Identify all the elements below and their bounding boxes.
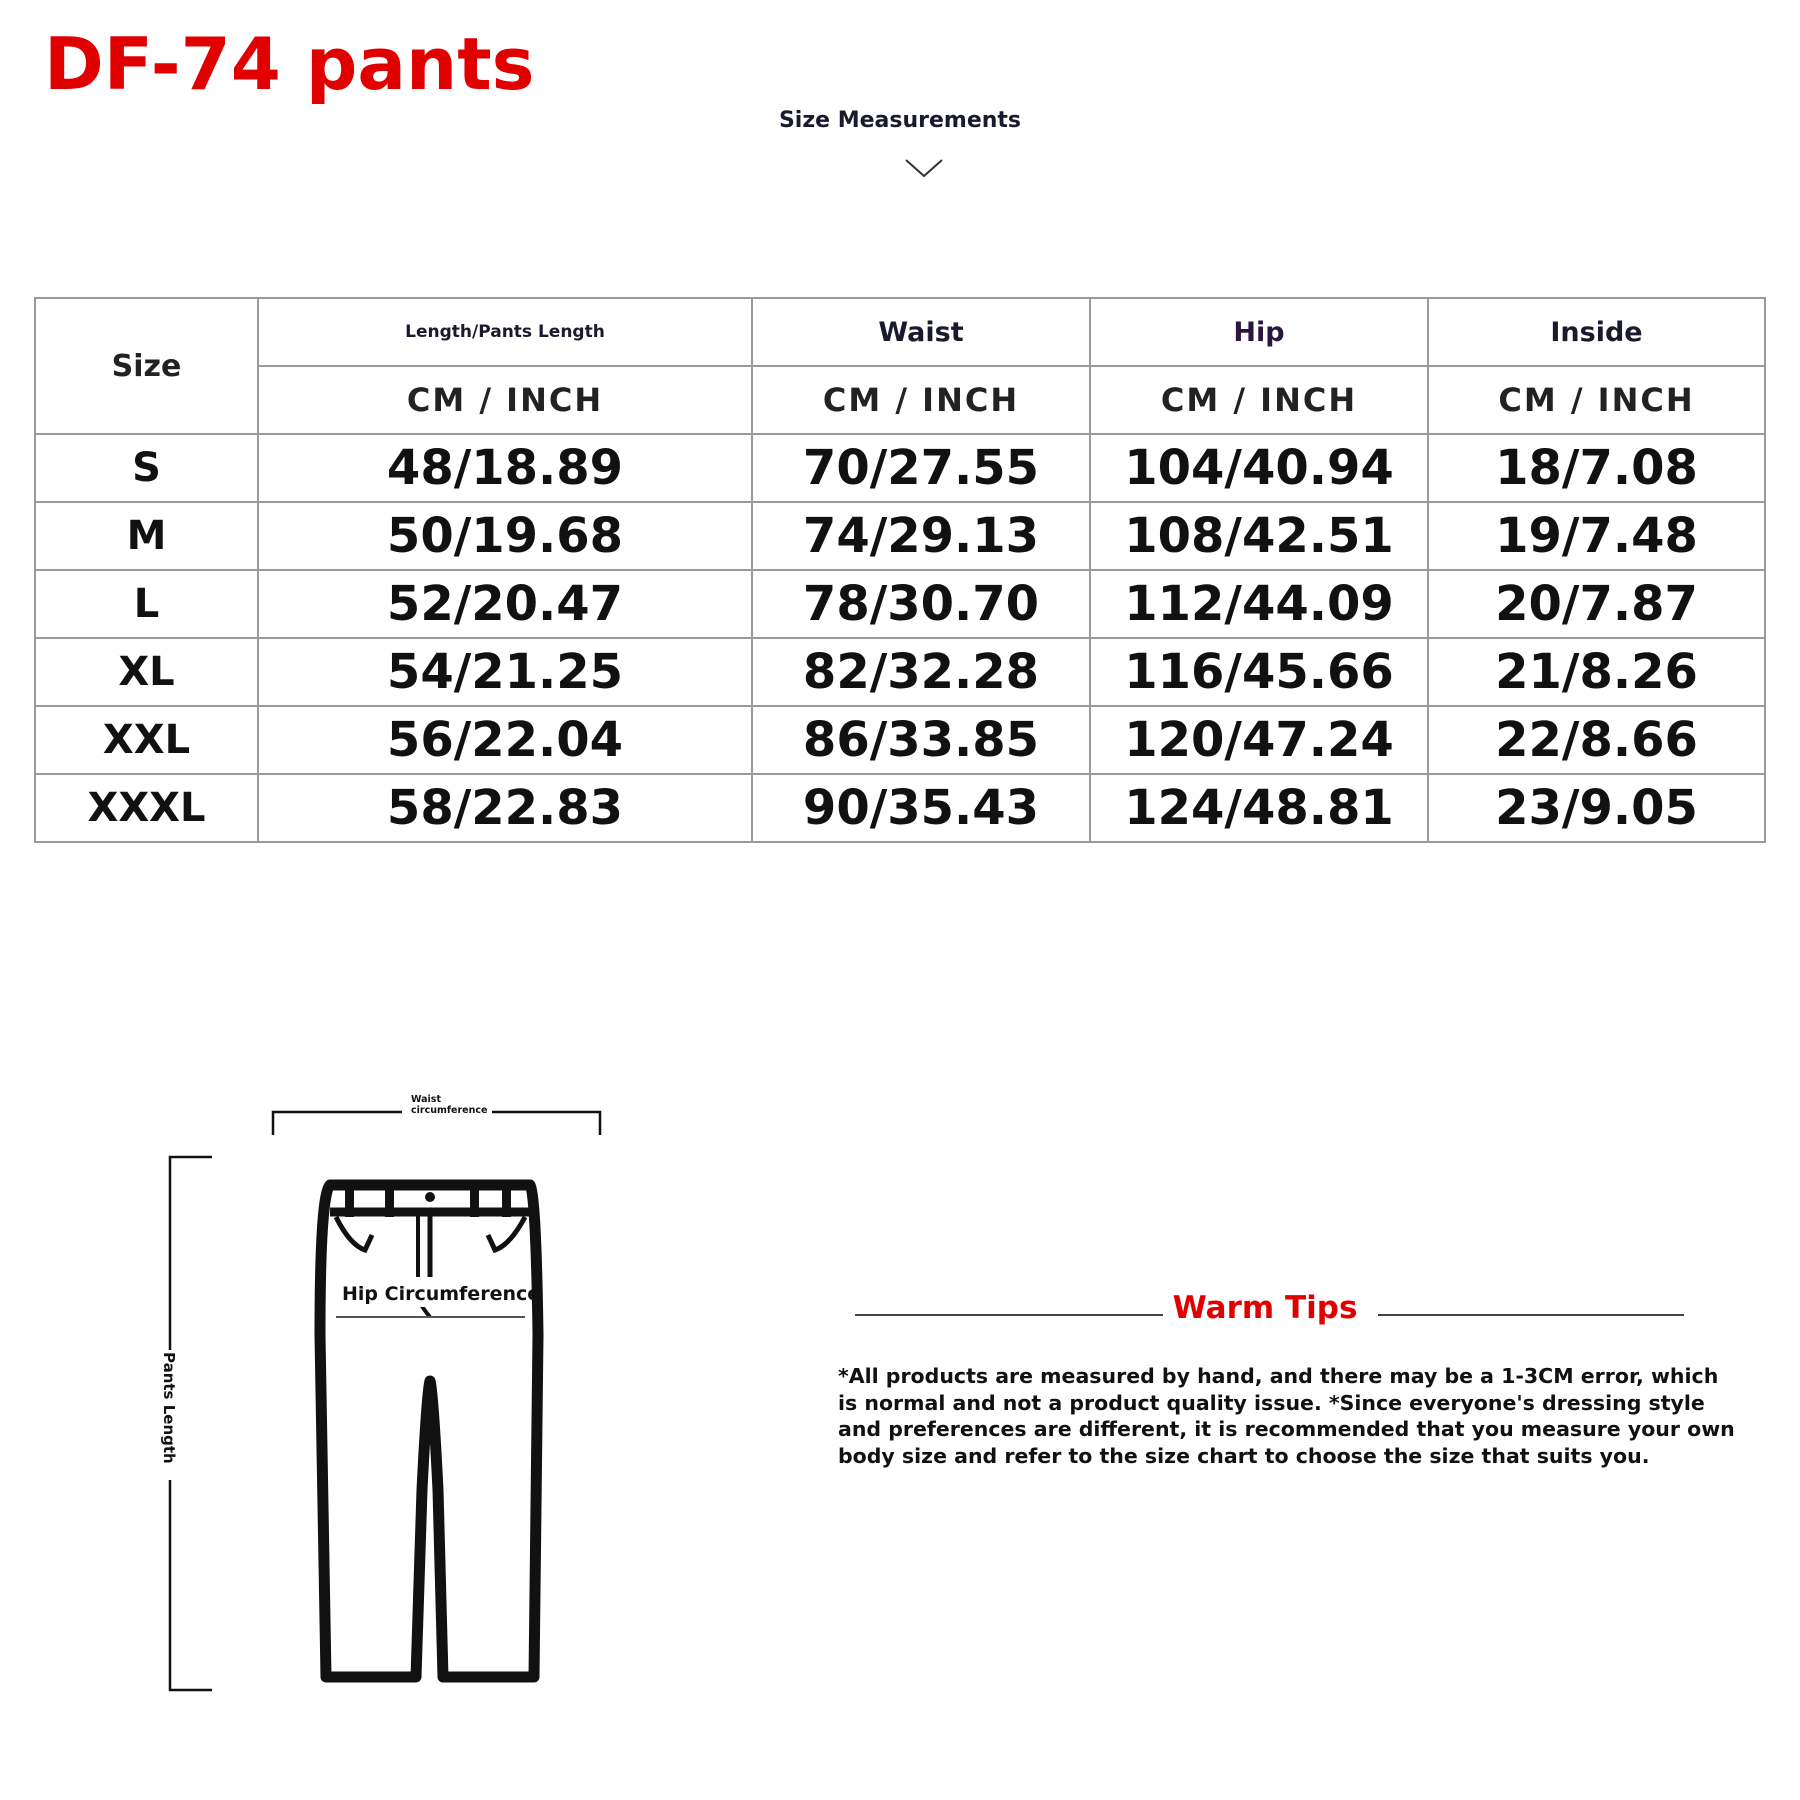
length-cell: 56/22.04 <box>258 706 752 774</box>
section-heading: Size Measurements <box>778 108 1022 133</box>
inside-cell: 22/8.66 <box>1428 706 1765 774</box>
waist-cell: 82/32.28 <box>752 638 1090 706</box>
table-row <box>35 774 1765 842</box>
unit-header: CM / INCH <box>1428 366 1765 434</box>
inside-cell: 23/9.05 <box>1428 774 1765 842</box>
size-header: Size <box>35 298 258 434</box>
size-cell: XL <box>35 638 258 706</box>
size-chart-table <box>34 297 1766 843</box>
hip-cell: 104/40.94 <box>1090 434 1428 502</box>
table-row <box>35 638 1765 706</box>
hip-cell: 120/47.24 <box>1090 706 1428 774</box>
unit-header: CM / INCH <box>1090 366 1428 434</box>
table-unit-row <box>35 366 1765 434</box>
waist-cell: 74/29.13 <box>752 502 1090 570</box>
length-cell: 48/18.89 <box>258 434 752 502</box>
waist-label: Waist <box>411 1094 442 1105</box>
hip-cell: 112/44.09 <box>1090 570 1428 638</box>
column-header-waist: Waist <box>752 298 1090 366</box>
size-cell: XXL <box>35 706 258 774</box>
inside-cell: 21/8.26 <box>1428 638 1765 706</box>
size-cell: S <box>35 434 258 502</box>
hip-cell: 108/42.51 <box>1090 502 1428 570</box>
table-row <box>35 434 1765 502</box>
table-row <box>35 706 1765 774</box>
hip-label: Hip Circumference <box>342 1283 541 1305</box>
waist-label: circumference <box>411 1105 488 1116</box>
column-header-length: Length/Pants Length <box>258 298 752 366</box>
size-cell: XXXL <box>35 774 258 842</box>
tips-divider-left <box>855 1314 1163 1316</box>
pants-diagram <box>150 1085 620 1705</box>
unit-header: CM / INCH <box>258 366 752 434</box>
inside-cell: 19/7.48 <box>1428 502 1765 570</box>
waist-cell: 78/30.70 <box>752 570 1090 638</box>
hip-cell: 116/45.66 <box>1090 638 1428 706</box>
length-cell: 50/19.68 <box>258 502 752 570</box>
table-header-row <box>35 298 1765 366</box>
inside-cell: 18/7.08 <box>1428 434 1765 502</box>
length-cell: 54/21.25 <box>258 638 752 706</box>
waist-cell: 90/35.43 <box>752 774 1090 842</box>
column-header-hip: Hip <box>1090 298 1428 366</box>
length-cell: 52/20.47 <box>258 570 752 638</box>
size-cell: L <box>35 570 258 638</box>
column-header-inside: Inside <box>1428 298 1765 366</box>
hip-cell: 124/48.81 <box>1090 774 1428 842</box>
waist-bracket <box>273 1112 402 1135</box>
waist-bracket <box>492 1112 600 1135</box>
tips-divider-right <box>1378 1314 1684 1316</box>
chevron-down-icon <box>904 158 944 180</box>
table-row <box>35 502 1765 570</box>
product-title: DF-74 pants <box>44 22 535 106</box>
unit-header: CM / INCH <box>752 366 1090 434</box>
size-cell: M <box>35 502 258 570</box>
tips-text: *All products are measured by hand, and there may be a 1-3CM error, which is normal and not a product quality issue. *Since everyone's dressing style and preferences are different, it is recommended that you measure your own body size and refer to the size chart to choose the size that suits you. <box>838 1364 1735 1468</box>
inside-cell: 20/7.87 <box>1428 570 1765 638</box>
tips-title: Warm Tips <box>1172 1290 1358 1326</box>
table-row <box>35 570 1765 638</box>
waist-cell: 86/33.85 <box>752 706 1090 774</box>
length-cell: 58/22.83 <box>258 774 752 842</box>
length-bracket <box>170 1157 212 1350</box>
length-label: Pants Length <box>160 1352 178 1464</box>
length-bracket <box>170 1480 212 1690</box>
waist-cell: 70/27.55 <box>752 434 1090 502</box>
